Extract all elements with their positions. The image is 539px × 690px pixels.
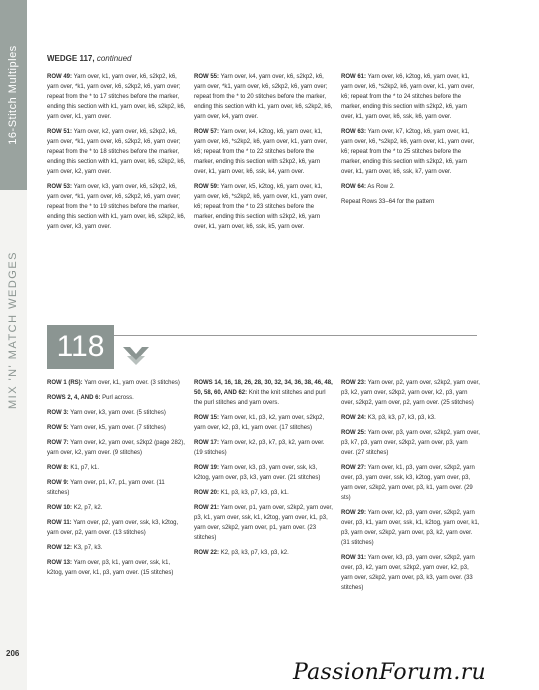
pattern-row [194, 378, 334, 408]
wedge-118-column-1 [47, 378, 187, 583]
row-instructions: Yarn over, k3, p3, yarn over, ssk, k3, k2tog, yarn over, p3, k3, yarn over. (21 stitches) [194, 465, 321, 481]
pattern-row [194, 503, 334, 543]
row-instructions: K3, p3, k3, p7, k3, p3, k3. [367, 415, 436, 421]
watermark: PassionForum.ru [293, 660, 486, 685]
wedge-117-heading [47, 54, 132, 63]
pattern-row [47, 558, 187, 578]
pattern-row [341, 127, 481, 177]
row-instructions: Knit the knit stitches and purl the purl stitches and yarn overs. [194, 390, 326, 406]
row-instructions: Yarn over, p1, yarn over, s2kp2, yarn over, p3, k1, yarn over, ssk, k1, k2tog, yarn over, k1, p3, yarn over, s2kp2, yarn over, p1, yarn over. (23 stitches) [194, 505, 333, 541]
row-label: ROW 10: [47, 505, 73, 511]
row-label: ROW 11: [47, 520, 72, 526]
row-label: ROW 64: [341, 184, 367, 190]
row-instructions: Yarn over, k5, k2tog, k6, yarn over, k1, yarn over, k6, *s2kp2, k6, yarn over, k1, yarn over, k6; repeat from the * to 23 stitches before the marker, ending this section with s2kp2, k6, yarn over, k1, yarn over, k6, ssk, k5, yarn over. [194, 184, 328, 230]
row-label: ROW 7: [47, 440, 69, 446]
row-instructions: Yarn over, k3, p3, yarn over, s2kp2, yarn over, p3, k2, yarn over, s2kp2, yarn over, k2, p3, yarn over, s2kp2, yarn over, p3, k3, yarn over. (33 stitches) [341, 555, 475, 591]
row-instructions: K2, p7, k2. [73, 505, 103, 511]
row-label: ROW 19: [194, 465, 220, 471]
row-label: ROW 5: [47, 425, 69, 431]
row-label: ROW 51: [47, 129, 73, 135]
wedge-118-column-3 [341, 378, 481, 598]
wedge-shape-icon [121, 343, 151, 365]
row-instructions: Yarn over, k1, p3, k2, yarn over, s2kp2, yarn over, k2, p3, k1, yarn over. (17 stitches) [194, 415, 325, 431]
row-instructions: Purl across. [102, 395, 134, 401]
pattern-row [194, 488, 334, 498]
row-instructions: Yarn over, p3, k1, yarn over, ssk, k1, k2tog, yarn over, k1, p3, yarn over. (15 stitches) [47, 560, 174, 576]
row-label: ROW 9: [47, 480, 69, 486]
pattern-row [194, 127, 334, 177]
row-instructions: Yarn over, k7, k2tog, k6, yarn over, k1, yarn over, k6, *s2kp2, k6, yarn over, k1, yarn over, k6; repeat from the * to 25 stitches before the marker, ending this section with s2kp2, k6, yarn over, k1, yarn over, k6, ssk, k7, yarn over. [341, 129, 475, 175]
row-label: ROW 23: [341, 380, 367, 386]
row-label: ROW 59: [194, 184, 220, 190]
row-label: ROW 15: [194, 415, 220, 421]
pattern-row [47, 423, 187, 433]
row-label: ROW 3: [47, 410, 69, 416]
pattern-row [47, 378, 187, 388]
wedge-117-column-1 [47, 72, 187, 237]
pattern-row [194, 413, 334, 433]
row-instructions: Yarn over, k5, yarn over. (7 stitches) [70, 425, 166, 431]
row-instructions: Yarn over, k6, k2tog, k6, yarn over, k1, yarn over, k6, *s2kp2, k6, yarn over, k1, yarn over, k6; repeat from the * to 24 stitches before the marker, ending this section with s2kp2, k6, yarn over, k1, yarn over, k6, ssk, k6, yarn over. [341, 74, 475, 120]
pattern-row [47, 543, 187, 553]
row-label: ROW 24: [341, 415, 367, 421]
row-label: ROW 8: [47, 465, 69, 471]
pattern-row [194, 72, 334, 122]
row-label: ROW 53: [47, 184, 73, 190]
pattern-row [47, 182, 187, 232]
row-instructions: Yarn over, k2, yarn over, s2kp2 (page 282), yarn over, k2, yarn over. (9 stitches) [47, 440, 185, 456]
pattern-row [341, 378, 481, 408]
row-instructions: Yarn over, k3, yarn over. (5 stitches) [70, 410, 166, 416]
pattern-row [341, 72, 481, 122]
row-instructions: Yarn over, k4, yarn over, k6, s2kp2, k6, yarn over, *k1, yarn over, k6, s2kp2, k6, yarn over; repeat from the * to 20 stitches before the marker, ending this section with k1, yarn over, k6, s2kp2, k6, yarn over, k4, yarn over. [194, 74, 333, 120]
row-instructions: Yarn over, p2, yarn over, ssk, k3, k2tog, yarn over, p2, yarn over. (13 stitches) [47, 520, 179, 536]
section-title: 16-Stitch Multiples [7, 45, 19, 145]
row-instructions: Yarn over, k2, yarn over, k6, s2kp2, k6, yarn over, *k1, yarn over, k6, s2kp2, k6, yarn over; repeat from the * to 18 stitches before the marker, ending this section with k1, yarn over, k6, s2kp2, k6, yarn over, k2, yarn over. [47, 129, 186, 175]
row-label: ROW 57: [194, 129, 220, 135]
pattern-row [47, 72, 187, 122]
row-instructions: Yarn over, k1, yarn over, k6, s2kp2, k6, yarn over, *k1, yarn over, k6, s2kp2, k6, yarn over; repeat from the * to 17 stitches before the marker, ending this section with k1, yarn over, k6, s2kp2, k6, yarn over, k1, yarn over. [47, 74, 186, 120]
row-label: ROW 22: [194, 550, 220, 556]
row-label: ROW 49: [47, 74, 73, 80]
pattern-row [341, 508, 481, 548]
pattern-row [47, 518, 187, 538]
pattern-row [194, 548, 334, 558]
row-instructions: K1, p3, k3, p7, k3, p3, k1. [220, 490, 289, 496]
row-instructions: Yarn over, p2, yarn over, s2kp2, yarn over, p3, k2, yarn over, s2kp2, yarn over, k2, p3, yarn over, s2kp2, yarn over, p2, yarn over. (25 stitches) [341, 380, 480, 406]
row-instructions: Yarn over, p1, k7, p1, yarn over. (11 stitches) [47, 480, 165, 496]
pattern-row [47, 463, 187, 473]
page-number: 206 [6, 649, 20, 658]
pattern-row [47, 408, 187, 418]
pattern-row [341, 182, 481, 192]
row-instructions: Yarn over, k2, p3, yarn over, s2kp2, yarn over, p3, k1, yarn over, ssk, k1, k2tog, yarn over, k1, p3, yarn over, s2kp2, yarn over, p3, k2, yarn over. (31 stitches) [341, 510, 480, 546]
wedge-117-subtitle: continued [96, 54, 132, 63]
wedge-number-box: 118 [47, 325, 114, 369]
pattern-row [341, 413, 481, 423]
row-label: ROWS 2, 4, AND 6: [47, 395, 101, 401]
row-label: ROW 25: [341, 430, 367, 436]
pattern-row [47, 503, 187, 513]
row-instructions: Repeat Rows 33–64 for the pattern [341, 199, 435, 205]
row-instructions: Yarn over, k3, yarn over, k6, s2kp2, k6, yarn over, *k1, yarn over, k6, s2kp2, k6, yarn over; repeat from the * to 19 stitches before the marker, ending this section with k1, yarn over, k6, s2kp2, k6, yarn over, k3, yarn over. [47, 184, 186, 230]
row-instructions: Yarn over, k2, p3, k7, p3, k2, yarn over. (19 stitches) [194, 440, 325, 456]
row-label: ROW 12: [47, 545, 73, 551]
wedge-117-title: WEDGE 117, [47, 54, 95, 63]
sidebar [0, 0, 27, 690]
wedge-117-column-2 [194, 72, 334, 237]
row-label: ROW 17: [194, 440, 220, 446]
row-label: ROW 20: [194, 490, 220, 496]
pattern-row [194, 438, 334, 458]
row-instructions: K2, p3, k3, p7, k3, p3, k2. [220, 550, 289, 556]
row-label: ROW 1 (RS): [47, 380, 83, 386]
chapter-title: MIX 'N' MATCH WEDGES [7, 250, 19, 410]
pattern-row [47, 478, 187, 498]
row-label: ROW 55: [194, 74, 220, 80]
pattern-row [47, 438, 187, 458]
pattern-row [341, 428, 481, 458]
row-instructions: Yarn over, p3, yarn over, s2kp2, yarn over, p3, k7, p3, yarn over, s2kp2, yarn over, p3, yarn over. (27 stitches) [341, 430, 480, 456]
wedge-118-column-2 [194, 378, 334, 563]
row-label: ROW 61: [341, 74, 367, 80]
pattern-row [194, 182, 334, 232]
pattern-row [341, 197, 481, 207]
row-label: ROW 13: [47, 560, 73, 566]
wedge-117-column-3 [341, 72, 481, 212]
row-instructions: K3, p7, k3. [73, 545, 103, 551]
row-instructions: K1, p7, k1. [70, 465, 100, 471]
row-instructions: Yarn over, k1, p3, yarn over, s2kp2, yarn over, p3, yarn over, ssk, k3, k2tog, yarn over, p3, yarn over, s2kp2, yarn over, p3, k1, yarn over. (29 sts) [341, 465, 475, 501]
row-instructions: Yarn over, k4, k2tog, k6, yarn over, k1, yarn over, k6, *s2kp2, k6, yarn over, k1, yarn over, k6; repeat from the * to 22 stitches before the marker, ending this section with s2kp2, k6, yarn over, k1, yarn over, k6, ssk, k4, yarn over. [194, 129, 328, 175]
row-label: ROW 63: [341, 129, 367, 135]
row-label: ROW 21: [194, 505, 220, 511]
row-label: ROW 31: [341, 555, 367, 561]
pattern-row [47, 127, 187, 177]
row-label: ROW 29: [341, 510, 367, 516]
row-label: ROW 27: [341, 465, 367, 471]
pattern-row [341, 463, 481, 503]
row-instructions: As Row 2. [367, 184, 395, 190]
row-label: ROWS 14, 16, 18, 26, 28, 30, 32, 34, 36, 38, 46, 48, 50, 58, 60, AND 62: [194, 380, 333, 396]
row-instructions: Yarn over, k1, yarn over. (3 stitches) [84, 380, 180, 386]
pattern-row [194, 463, 334, 483]
pattern-row [341, 553, 481, 593]
pattern-row [47, 393, 187, 403]
